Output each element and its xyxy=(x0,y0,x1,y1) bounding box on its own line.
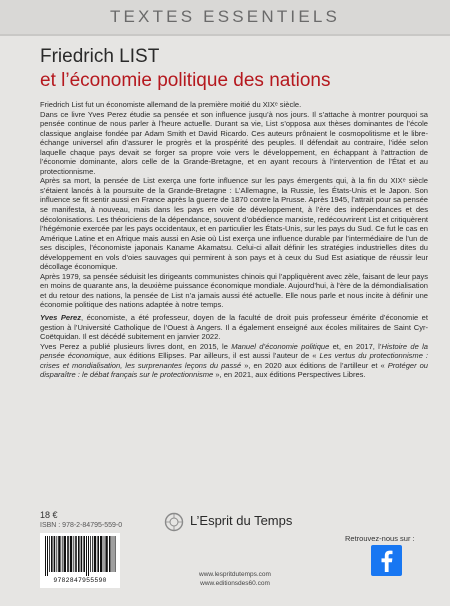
barcode-bar xyxy=(54,536,56,572)
barcode-bar xyxy=(109,536,111,572)
author-bio xyxy=(40,313,428,342)
barcode-bar xyxy=(105,536,107,572)
bio-text: et, en 2017, l’ xyxy=(329,341,382,351)
barcode xyxy=(40,533,120,588)
barcode-bar xyxy=(58,536,60,572)
series-divider xyxy=(0,34,450,36)
blurb-paragraph: Friedrich List fut un économiste allemand de la première moitié du XIXᵉ siècle. xyxy=(40,100,302,109)
back-cover-blurb xyxy=(40,100,428,380)
book-reference: Les vertus du protectionnisme : crises et mondialisation, les surprenantes leçons du passé xyxy=(40,351,428,370)
barcode-bar xyxy=(100,536,102,572)
author-publications xyxy=(40,342,428,380)
book-reference: Histoire de la pensée économique xyxy=(40,341,429,361)
barcode-bar xyxy=(70,536,72,572)
barcode-bar xyxy=(112,536,113,572)
sun-circle-logo-icon xyxy=(164,512,184,532)
barcode-bar xyxy=(51,536,53,572)
barcode-bars xyxy=(44,536,116,576)
barcode-bar xyxy=(62,536,63,572)
barcode-bar xyxy=(88,536,89,576)
blurb-paragraph: Après 1979, sa pensée séduisit les dirigeants communistes chinois qui l’appliquèrent avec zèle, faisant de leur pays en moins de quarante ans, la deuxième puissance économique mondiale. Aujourd’hui, à l’ère de la démondialisation et du retour des nations, la pensée de List n’a jamais aussi été actuelle. Elle nous parle et nous incite à définir une économie politique des nations adaptée à notre temps. xyxy=(40,271,428,310)
barcode-bar xyxy=(90,536,91,572)
blurb-paragraph: Après sa mort, la pensée de List exerça une forte influence sur les pays émergents qui, à la fin du XIXᵉ siècle s’étaient lancés à la poursuite de la Grande-Bretagne : L’Allemagne, la Russie, les États-Unis et le Japon. Son influence se fit sentir aussi en France après la guerre de 1870 contre la Prusse. Après 1945, l’attrait pour sa pensée se manifesta, à nouveau, mais dans les pays en voie de développement, à l’ère des indépendances et des décolonisations. Les théoriciens de la dépendance, souvent d’obédience marxiste, redécouvrirent List et critiquèrent l’hégémonie exercée par les pays occidentaux, et en particulier les États-Unis, sur les pays du Sud. Ce fut le cas en Amérique Latine et en Afrique mais aussi en Asie où List exerça une influence durable par l’intermédiaire de l’un de ses disciples, l’économiste japonais Kaname Akamatsu. Celui-ci allait définir les stratégies industrielles dites du développement en vols d’oies sauvages qui permirent à son pays et à ceux du Sud Est asiatique de réussir leur décollage économique. xyxy=(40,176,428,272)
price: 18 € xyxy=(40,510,58,520)
author-heading: Friedrich LIST xyxy=(40,46,160,67)
barcode-bar xyxy=(114,536,115,572)
book-title: et l’économie politique des nations xyxy=(40,70,331,91)
barcode-bar xyxy=(115,536,116,572)
barcode-bar xyxy=(75,536,77,572)
barcode-bar xyxy=(94,536,96,572)
bio-text: , aux éditions Ellipses. Par ailleurs, il est aussi l’auteur de « xyxy=(108,351,320,361)
barcode-bar xyxy=(78,536,80,572)
barcode-bar xyxy=(56,536,57,572)
barcode-bar xyxy=(73,536,74,572)
barcode-bar xyxy=(49,536,50,572)
barcode-bar xyxy=(83,536,85,572)
blurb-paragraph: Dans ce livre Yves Perez étudie sa pensée et son influence jusqu’à nos jours. Il s’attache à montrer pourquoi sa pensée continue de nous parler à l’heure actuelle. Durant sa vie, List s’opposa aux thèses dominantes de l’école classique anglaise fondée par Adam Smith et David Ricardo. Ces auteurs prônaient le cosmopolitisme et le libre-échange universel afin d’assurer le progrès et la prospérité des peuples. Il défendait au contraire, l’idée selon laquelle chaque pays devait se forger sa propre voie vers le développement, en échappant à l’attraction de l’économie dominante, alors celle de la Grande-Bretagne, et en ayant recours à l’intervention de l’État et au protectionnisme. xyxy=(40,109,428,176)
barcode-bar xyxy=(97,536,99,572)
bio-text: Yves Perez a publié plusieurs livres dont, en 2015, le xyxy=(40,341,232,351)
book-reference: Manuel d’économie politique xyxy=(231,341,330,351)
series-band xyxy=(0,0,450,34)
barcode-bar xyxy=(67,536,69,572)
barcode-bar xyxy=(92,536,93,572)
bio-text: », en 2020 aux éditions de l’artilleur et « xyxy=(241,360,388,370)
barcode-digits: 9782847955590 xyxy=(53,577,107,584)
barcode-bar xyxy=(64,536,66,572)
bio-text: , économiste, a été professeur, doyen de la faculté de droit puis professeur émérite d’économie et gestion à l’Université Catholique de l’Ouest à Angers. Il a également enseigné aux écoles militaires de Saint Cyr-Coëtquidan. Il est décédé subitement en janvier 2022. xyxy=(40,313,428,342)
facebook-icon[interactable] xyxy=(371,545,402,576)
barcode-bar xyxy=(104,536,105,572)
series-title: TEXTES ESSENTIELS xyxy=(109,7,341,26)
follow-us-label: Retrouvez-nous sur : xyxy=(345,534,415,543)
bio-author-name: Yves Perez xyxy=(40,313,81,323)
publisher-name: L’Esprit du Temps xyxy=(190,513,293,528)
isbn: ISBN : 978-2-84795-559-0 xyxy=(40,522,123,529)
bio-text: », en 2021, aux éditions Perspectives Libres. xyxy=(213,370,366,380)
barcode-bar xyxy=(45,536,46,576)
barcode-bar xyxy=(47,536,48,576)
barcode-bar xyxy=(81,536,83,572)
publisher-website[interactable]: www.lespritdutemps.com xyxy=(199,571,271,578)
book-reference: Protéger ou disparaître : le débat français sur le protectionnisme xyxy=(40,360,429,380)
publisher-website[interactable]: www.editionsdes60.com xyxy=(200,580,270,587)
barcode-bar xyxy=(86,536,87,576)
